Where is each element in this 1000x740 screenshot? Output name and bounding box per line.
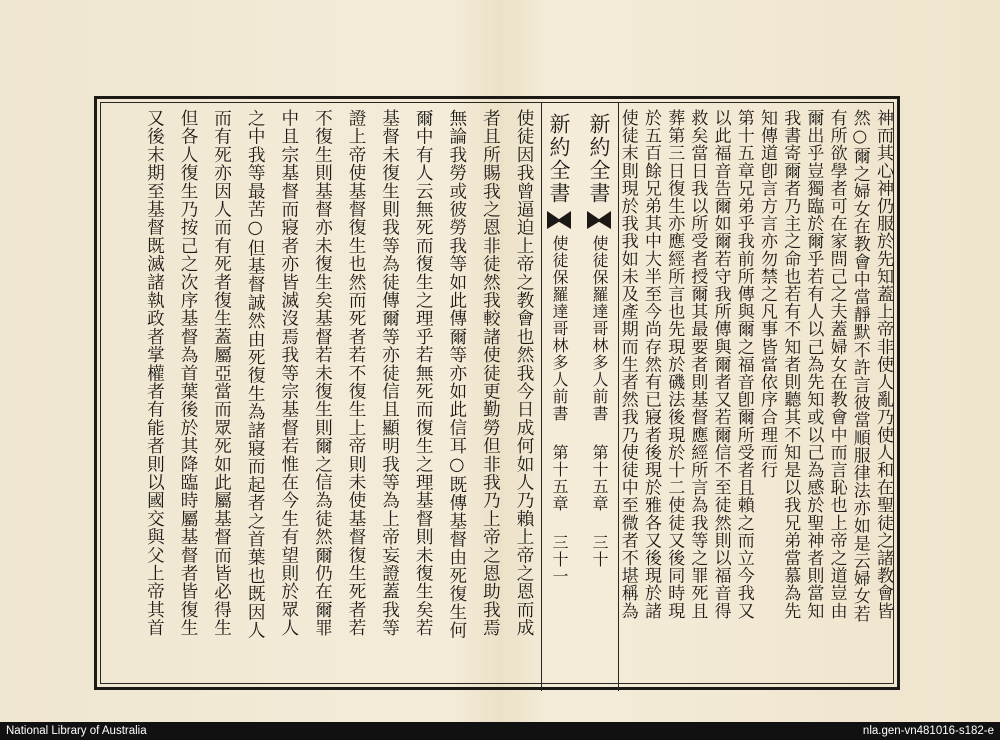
fishtail-mark-icon: [587, 211, 611, 229]
right-page-column-8: 以此福音告爾如爾若守我所傳與爾者又若爾信不至徒然則以福音得: [710, 109, 731, 620]
library-credit: National Library of Australia: [6, 725, 147, 737]
right-page-column-5: 我書寄爾者乃主之命也若有不知者則聽其不知是以我兄弟當慕為先: [780, 109, 801, 620]
page-border-frame: [94, 96, 900, 690]
fishtail-mark-icon: [547, 211, 571, 229]
right-page-column-3: 有所欲學者可在家問己之夫蓋婦女在教會中而言恥也上帝之道豈由: [826, 109, 847, 620]
left-page-column-8: 中且宗基督而寢者亦皆滅沒焉我等宗基督若惟在今生有望則於眾人: [278, 109, 299, 637]
book-title: 新約全書: [547, 113, 571, 205]
center-right-half: [582, 113, 616, 683]
chapter-label: 第十五章: [550, 444, 569, 512]
book-title: 新約全書: [587, 113, 611, 205]
right-page-column-10: 葬第三日復生亦應經所言也先現於磯法後現於十二使徒又後同時現: [664, 109, 685, 620]
left-page-column-11: 但各人復生乃按己之次序基督為首葉後於其降臨時屬基督者皆復生: [178, 109, 198, 637]
right-page-column-4: 爾出乎豈獨臨於爾乎若有人以己為先知或以己為感於聖神者則當知: [803, 109, 824, 620]
right-page-column-9: 救矣當日我以所受者授爾其最要者則基督應經所言為我等之罪死且: [687, 109, 708, 620]
footer-bar: [0, 722, 1000, 740]
left-page-column-10: 而有死亦因人而有死者復生蓋屬亞當而眾死如此屬基督而皆必得生: [211, 109, 232, 637]
right-page-column-2: 然○爾之婦女在教會中當靜默不許言彼當順服律法亦如是云婦女若: [849, 109, 870, 623]
left-page-column-4: 爾中有人云無死而復生之理乎若無死而復生之理基督則未復生矣若: [413, 109, 434, 637]
left-page-column-1: 使徒因我曾逼迫上帝之教會也然我今日成何如人乃賴上帝之恩而成: [514, 109, 534, 637]
left-page-column-9: 之中我等最苦○但基督誠然由死復生為諸寢而起者之首葉也既因人: [245, 109, 266, 640]
center-left-half: [542, 113, 576, 683]
page-number: 三十一: [550, 534, 569, 585]
right-page-column-11: 於五百餘兄弟其中大半至今尚存然有已寢者後現於雅各又後現於諸: [641, 109, 661, 620]
item-identifier: nla.gen-vn481016-s182-e: [862, 725, 994, 737]
left-page-column-7: 不復生則基督亦未復生矣基督若未復生則爾之信為徒然爾仍在爾罪: [312, 109, 333, 637]
inner-border: [100, 102, 894, 684]
left-page-column-3: 無論我勞或彼勞我等如此傳爾等亦如此信耳○既傳基督由死復生何: [446, 109, 467, 640]
center-column: [541, 103, 619, 691]
left-page-column-12: 又後末期至基督既滅諸執政者掌權者有能者則以國交與父上帝其首: [144, 109, 165, 637]
chapter-label: 第十五章: [590, 444, 609, 512]
right-page-column-7: 第十五章兄弟乎我前所傳與爾之福音卽爾所受者且賴之而立今我又: [733, 109, 754, 620]
page-number: 三十: [590, 534, 609, 568]
right-page-column-6: 知傳道卽言方言亦勿禁之凡事皆當依序合理而行: [757, 109, 777, 479]
section-title: 使徒保羅達哥林多人前書: [590, 235, 609, 422]
left-page-column-6: 證上帝使基督復生也然而死者若不復生上帝則未使基督復生死者若: [346, 109, 366, 637]
left-page-column-5: 基督未復生則我等為徒傳爾等亦徒信且顯明我等為上帝妄證蓋我等: [379, 109, 400, 637]
right-page-column-1: 神而其心神仍服於先知蓋上帝非使人亂乃使人和在聖徒之諸教會皆: [873, 109, 893, 620]
right-page-column-12: 使徒末則現於我我如未及產期而生者然我乃使徒中至微者不堪稱為: [617, 109, 638, 620]
left-page-column-2: 者且所賜我之恩非徒然我較諸使徒更勤勞但非我乃上帝之恩助我焉: [480, 109, 501, 637]
section-title: 使徒保羅達哥林多人前書: [550, 235, 569, 422]
